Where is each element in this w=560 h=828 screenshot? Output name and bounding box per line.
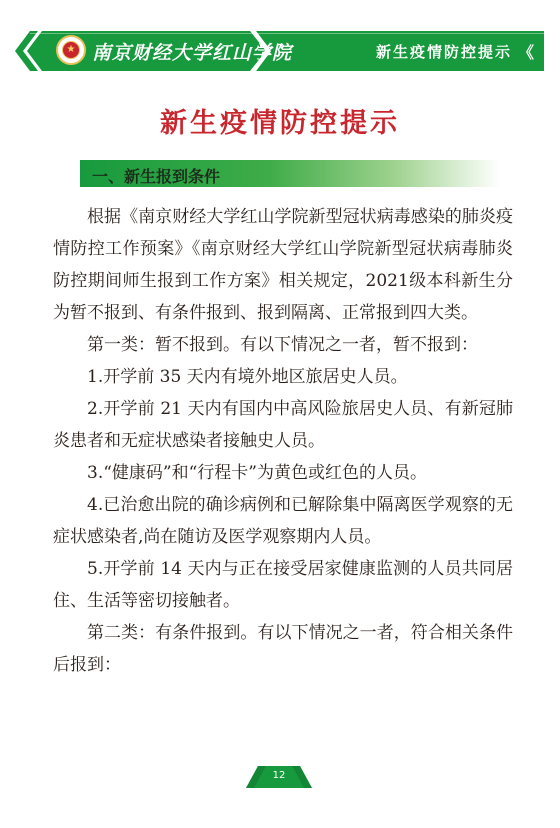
star-icon: ★: [66, 44, 76, 55]
paragraph: 3.“健康码”和“行程卡”为黄色或红色的人员。: [87, 463, 427, 483]
paragraph: 2.开学前 21 天内有国内中高风险旅居史人员、有新冠肺炎患者和无症状感染者接触史人员。: [53, 399, 513, 451]
paragraph: 第二类：有条件报到。有以下情况之一者，符合相关条件后报到：: [53, 623, 513, 675]
header-section-title: 新生疫情防控提示: [375, 43, 512, 61]
chevron-left-icon: 《: [517, 43, 534, 62]
paragraph: 4.已治愈出院的确诊病例和已解除集中隔离医学观察的无症状感染者,尚在随访及医学观察期内人员。: [53, 495, 513, 547]
logo-emblem: [62, 41, 80, 59]
paragraph: 5.开学前 14 天内与正在接受居家健康监测的人员共同居住、生活等密切接触者。: [53, 559, 513, 611]
paragraph: 1.开学前 35 天内有境外地区旅居史人员。: [87, 367, 408, 387]
paragraph: 根据《南京财经大学红山学院新型冠状病毒感染的肺炎疫情防控工作预案》《南京财经大学红山学院新型冠状病毒肺炎防控期间师生报到工作方案》相关规定，2021级本科新生分为暂不报到、有条件报到、报到隔离、正常报到四大类。: [53, 207, 513, 323]
page-title: 新生疫情防控提示: [160, 108, 400, 139]
paragraph: 第一类：暂不报到。有以下情况之一者，暂不报到：: [87, 335, 478, 355]
page-number-badge: [246, 764, 312, 788]
page-number: 12: [272, 770, 286, 781]
section-heading: 一、新生报到条件: [92, 167, 221, 186]
university-name: 南京财经大学红山学院: [92, 42, 293, 64]
university-logo: [56, 35, 86, 65]
body-text: [53, 201, 513, 681]
